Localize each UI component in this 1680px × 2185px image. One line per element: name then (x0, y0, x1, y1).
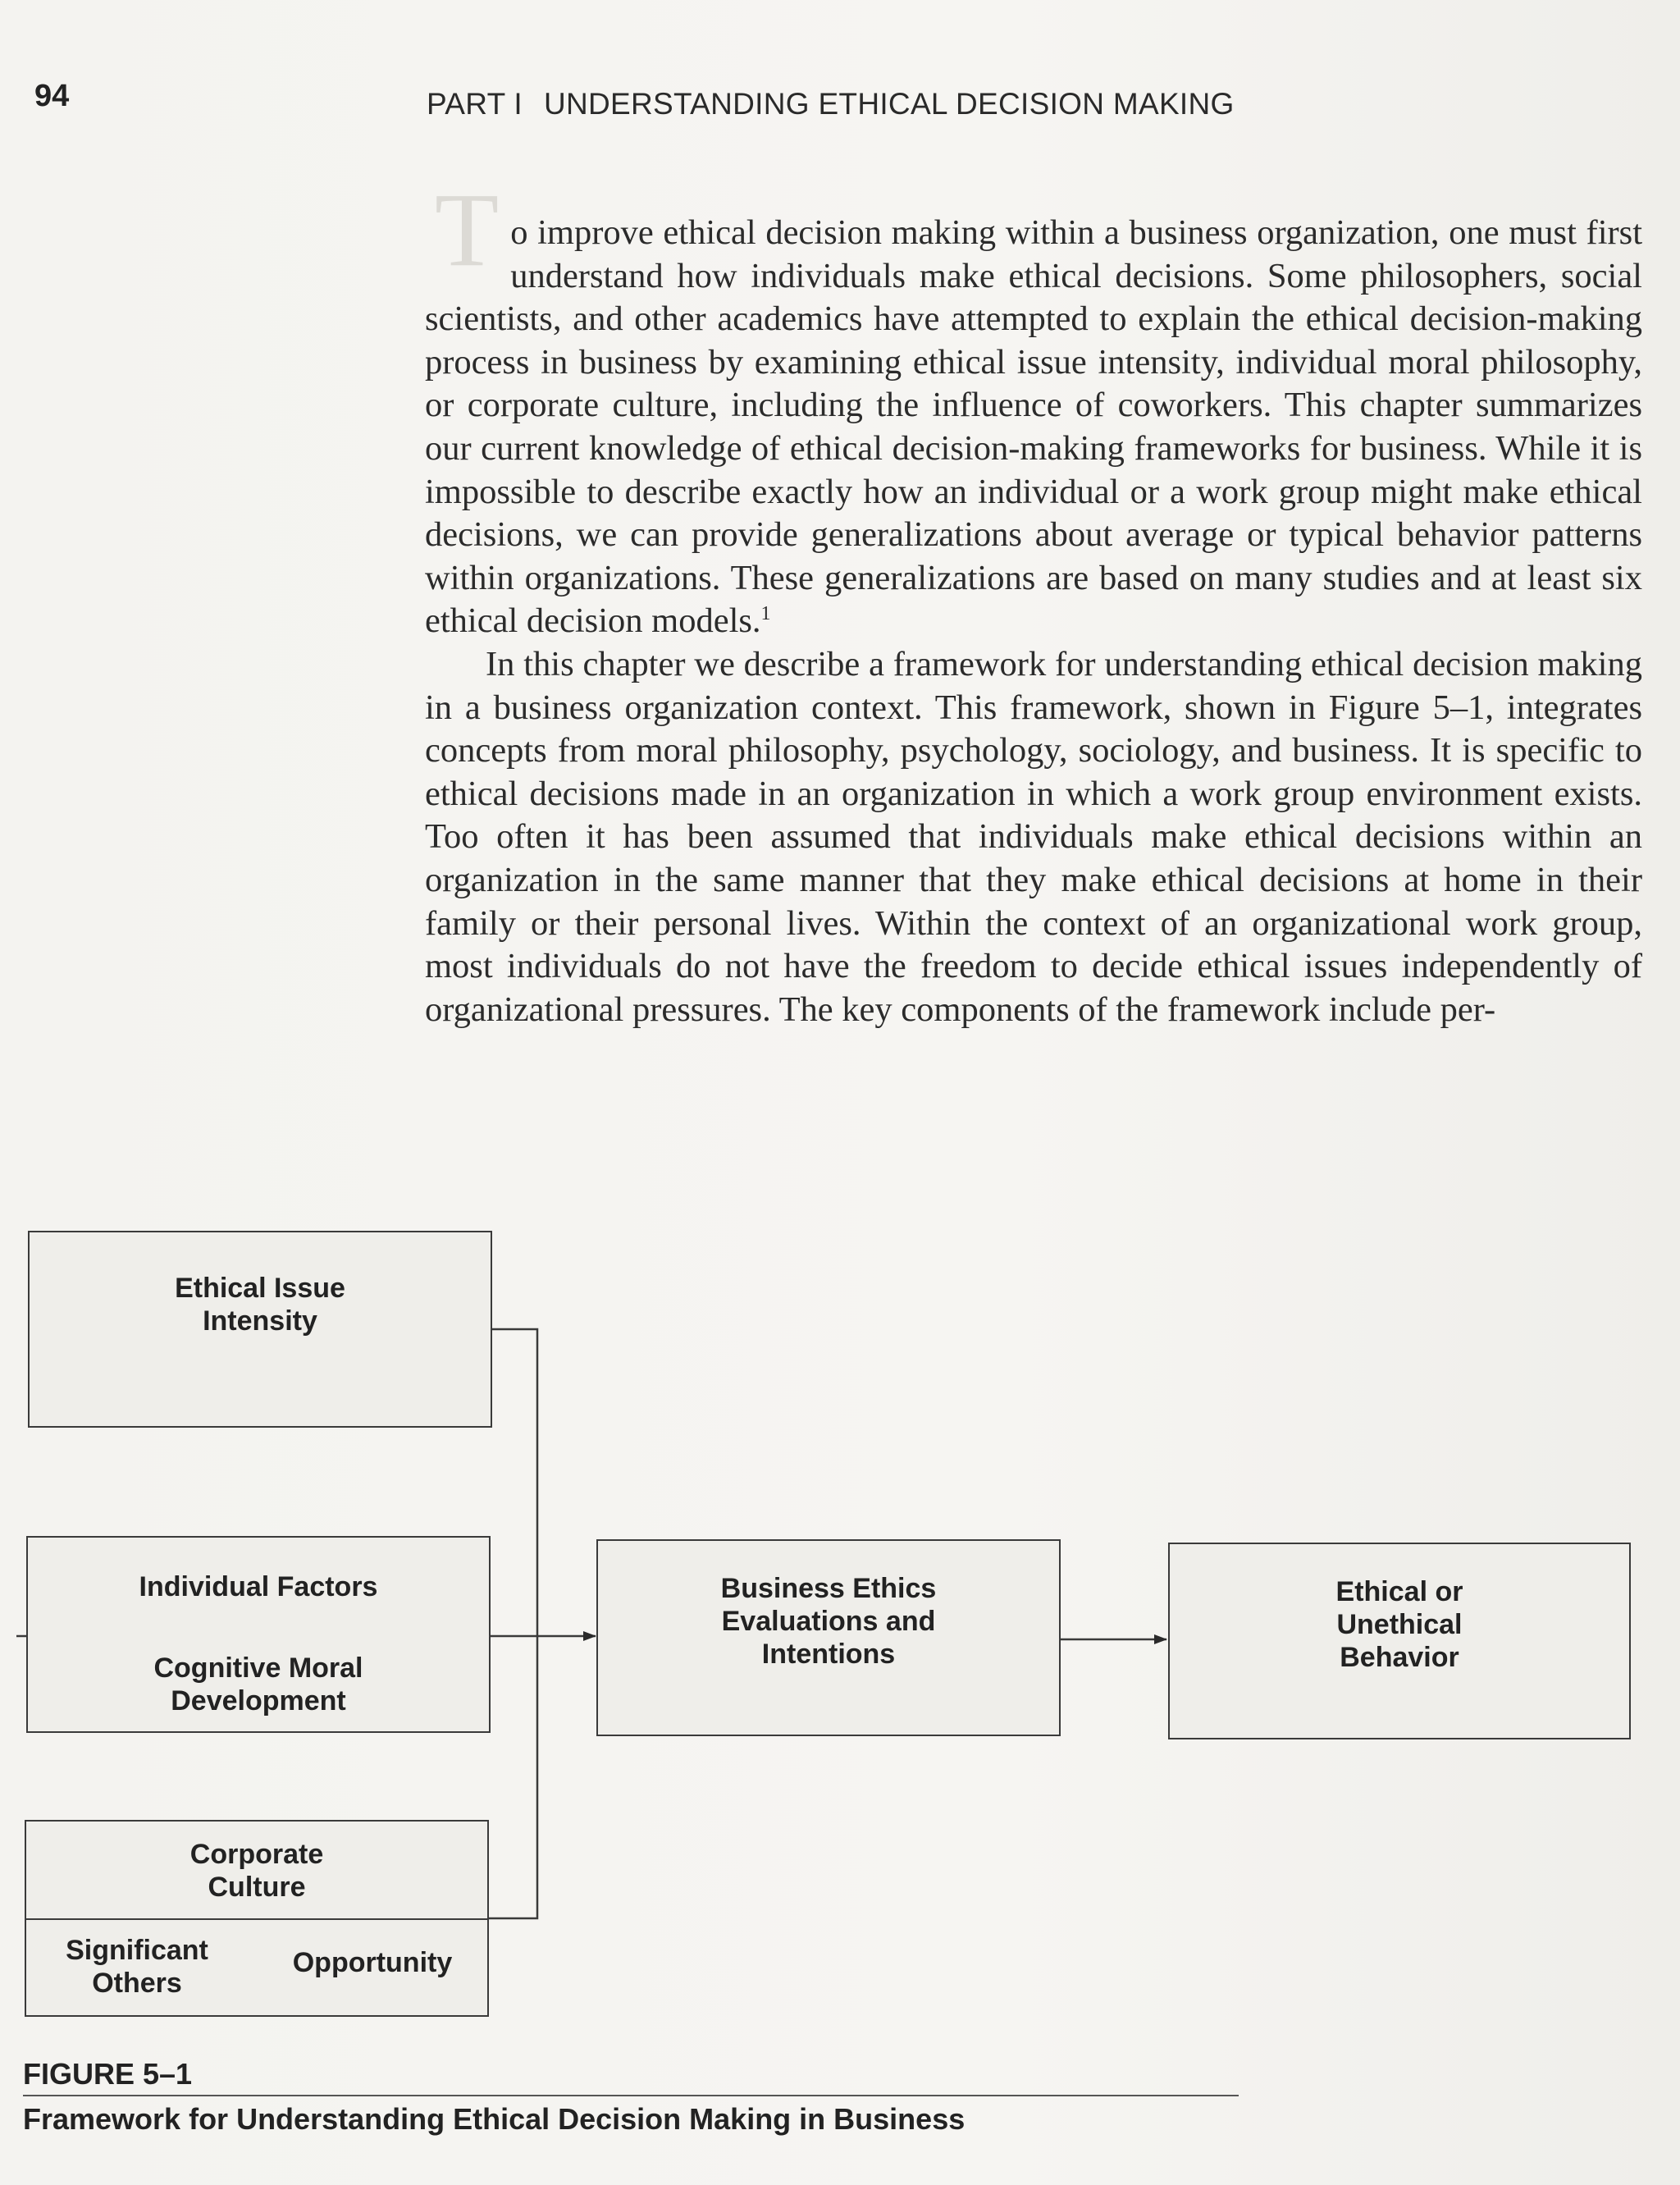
figure-caption-rule (23, 2095, 1239, 2096)
drop-cap: T (435, 171, 500, 288)
box-ethical-behavior (1168, 1543, 1631, 1739)
figure-5-1 (0, 1214, 1680, 2183)
paragraph-1-text: o improve ethical decision making within a business organization, one must first understand how individuals make ethical decisions. Some philosophers, social scientists, and other academics have attempted to explain the ethical decision-making process in business by examining ethical issue intensity, individual moral philosophy, or corporate culture, including the influence of coworkers. This chapter summarizes our current knowledge of ethical decision-making frameworks for business. While it is impossible to describe exactly how an individual or a work group might make ethical decisions, we can provide generalizations about average or typical behavior patterns within organizations. These generalizations are based on many studies and at least six ethical decision models. (425, 213, 1642, 641)
running-head-part: PART I (427, 87, 523, 121)
opportunity-label: Opportunity (292, 1947, 453, 1978)
cell-individual-factors (28, 1538, 489, 1636)
box-ethical-issue-intensity (28, 1231, 492, 1428)
box-individual-factors (26, 1536, 491, 1733)
figure-label: FIGURE 5–1 (23, 2057, 193, 2091)
box-business-ethics-evaluations (596, 1539, 1061, 1736)
paragraph-2: In this chapter we describe a framework for understanding ethical decision making in a business organization context. This framework, shown in Figure 5–1, integrates concepts from moral philosophy, psychology, sociology, and business. It is specific to ethical decisions made in an organization in which a work group environment exists. Too often it has been assumed that individuals make ethical decisions within an organization in the same manner that they make ethical decisions at home in their family or their personal lives. Within the context of an organizational work group, most individuals do not have the freedom to decide ethical issues independently of organizational pressures. The key components of the framework include per- (425, 644, 1642, 1029)
individual-factors-label: Individual Factors (139, 1571, 378, 1602)
footnote-reference[interactable]: 1 (760, 603, 771, 625)
box-corporate-culture (25, 1820, 489, 2017)
box-ethical-issue-intensity-label: Ethical Issue Intensity (175, 1273, 345, 1337)
box-ethical-behavior-label: Ethical or Unethical Behavior (1335, 1576, 1463, 1673)
body-text (425, 171, 1642, 1031)
cell-opportunity (258, 1922, 487, 2004)
paragraph-1 (425, 171, 1642, 643)
cell-corporate-culture (26, 1822, 487, 1920)
corporate-culture-label: Corporate Culture (189, 1839, 324, 1903)
bracket-line (488, 1329, 537, 1918)
cell-significant-others (26, 1922, 248, 2012)
significant-others-label: Significant Others (66, 1935, 208, 1999)
cognitive-moral-development-label: Cognitive Moral Development (153, 1652, 363, 1716)
page-number: 94 (34, 79, 70, 113)
running-head-title: UNDERSTANDING ETHICAL DECISION MAKING (543, 87, 1235, 121)
running-head (427, 87, 1235, 121)
cell-cognitive-moral-development (28, 1636, 489, 1733)
figure-caption: Framework for Understanding Ethical Decision Making in Business (23, 2102, 966, 2136)
corporate-culture-divider (26, 1918, 487, 1920)
box-business-ethics-evaluations-label: Business Ethics Evaluations and Intentions (720, 1573, 937, 1670)
